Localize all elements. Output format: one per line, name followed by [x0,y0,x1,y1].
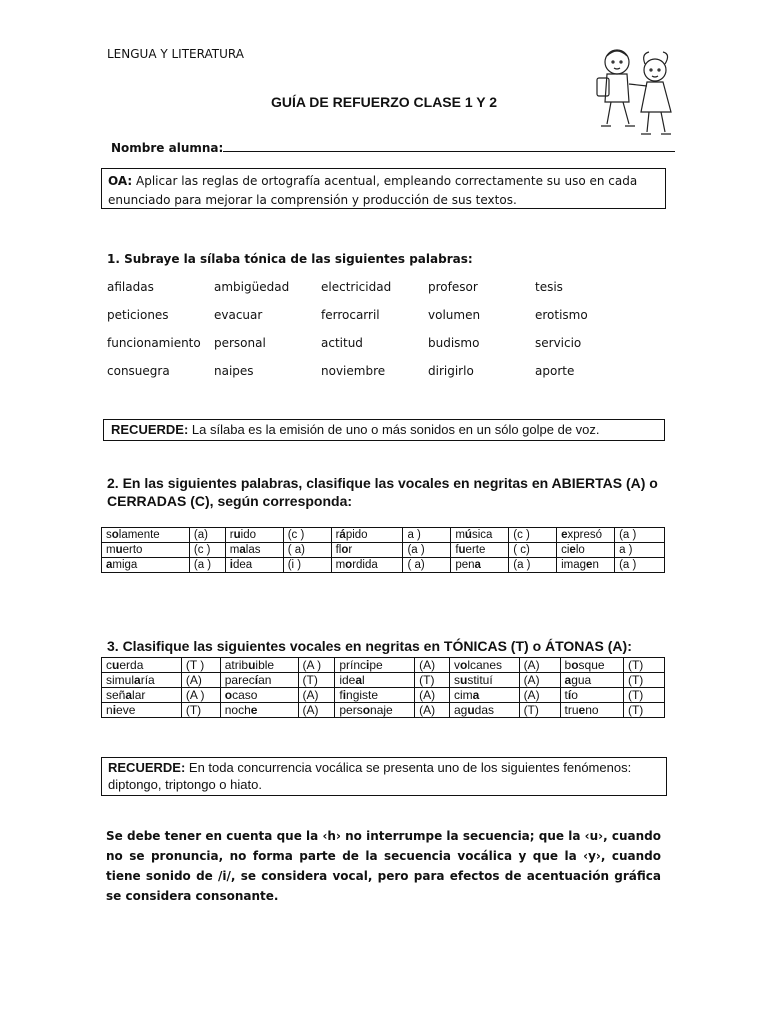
word-item[interactable]: erotismo [535,308,588,322]
highlighted-vowel: a [355,673,363,687]
learning-objective-box [101,168,666,209]
highlighted-vowel: a [474,559,481,571]
word-cell: fingiste [335,688,415,703]
word-cell: ruido [225,528,283,543]
word-cell: señalar [102,688,182,703]
word-item[interactable]: budismo [428,336,480,350]
word-cell: malas [225,543,283,558]
reminder-label: RECUERDE: [111,422,189,437]
highlighted-vowel: e [561,529,568,541]
highlighted-vowel: i [112,703,117,717]
word-cell: cuerda [102,658,182,673]
word-cell: ocaso [220,688,298,703]
word-row [107,336,627,364]
word-cell: sustituí [449,673,519,688]
table-row [102,528,665,543]
answer-cell[interactable]: ( a) [403,558,451,573]
word-item[interactable]: servicio [535,336,582,350]
word-item[interactable]: actitud [321,336,363,350]
highlighted-vowel: e [569,544,576,556]
answer-cell[interactable]: a ) [403,528,451,543]
word-cell: atribuible [220,658,298,673]
highlighted-vowel: u [233,529,241,541]
answer-cell[interactable]: (a ) [615,528,665,543]
answer-cell[interactable]: (a ) [509,558,557,573]
highlighted-vowel: a [239,544,246,556]
answer-cell[interactable]: (T) [181,703,220,718]
answer-cell[interactable]: (a) [189,528,225,543]
word-item[interactable]: personal [214,336,266,350]
highlighted-vowel: á [339,529,346,541]
answer-cell[interactable]: (T) [298,673,335,688]
word-item[interactable]: consuegra [107,364,170,378]
answer-cell[interactable]: (T) [623,658,664,673]
answer-cell[interactable]: (A) [519,673,560,688]
word-item[interactable]: funcionamiento [107,336,201,350]
answer-cell[interactable]: ( c) [509,543,557,558]
word-item[interactable]: ferrocarril [321,308,380,322]
word-item[interactable]: aporte [535,364,575,378]
word-row [107,364,627,392]
word-cell: parecían [220,673,298,688]
word-item[interactable]: dirigirlo [428,364,474,378]
answer-cell[interactable]: (A) [181,673,220,688]
word-item[interactable]: electricidad [321,280,392,294]
answer-cell[interactable]: (a ) [403,543,451,558]
highlighted-vowel: u [459,673,468,687]
reminder-text: La sílaba es la emisión de uno o más sonidos en un sólo golpe de voz. [188,422,600,437]
answer-cell[interactable]: (a ) [189,558,225,573]
word-cell: bosque [560,658,623,673]
page-title: GUÍA DE REFUERZO CLASE 1 Y 2 [270,94,498,110]
word-cell: noche [220,703,298,718]
subject-label: LENGUA Y LITERATURA [107,47,244,61]
objective-text: Aplicar las reglas de ortografía acentual, empleando correctamente su uso en cada enunciado para mejorar la comprensión y producción de sus textos. [108,174,638,207]
highlighted-vowel: u [112,658,120,672]
answer-cell[interactable]: (A) [415,688,450,703]
answer-cell[interactable]: (A ) [181,688,220,703]
highlighted-vowel: a [564,673,572,687]
word-cell: imagen [557,558,615,573]
question-2-prompt: 2. En las siguientes palabras, clasifique las vocales en negritas en ABIERTAS (A) o CERRADAS (C), según corresponda: [107,475,658,509]
highlighted-vowel: a [106,559,113,571]
word-cell: personaje [335,703,415,718]
highlighted-vowel: u [458,544,466,556]
word-item[interactable]: afiladas [107,280,154,294]
answer-cell[interactable]: (c ) [283,528,331,543]
word-row [107,280,627,308]
question-3-prompt: 3. Clasifique las siguientes vocales en negritas en TÓNICAS (T) o ÁTONAS (A): [107,638,632,654]
table-row [102,543,665,558]
objective-label: OA: [108,174,133,188]
answer-cell[interactable]: (A ) [298,658,335,673]
highlighted-vowel: a [472,688,480,702]
answer-cell[interactable]: ( a) [283,543,331,558]
word-cell: música [451,528,509,543]
reminder-box-vowel-concurrence [101,757,667,796]
explanatory-note: Se debe tener en cuenta que la ‹h› no interrumpe la secuencia; que la ‹u›, cuando no se pronuncia, no forma parte de la secuencia vocálica y que la ‹y›, cuando tiene sonido de /i/, se considera vocal, pero para efectos de acentuación gráfica se considera consonante. [106,829,661,903]
highlighted-vowel: e [578,703,586,717]
answer-cell[interactable]: (A) [415,703,450,718]
table-row [102,688,665,703]
word-item[interactable]: tesis [535,280,563,294]
word-cell: muerto [102,543,190,558]
answer-cell[interactable]: (i ) [283,558,331,573]
answer-cell[interactable]: a ) [615,543,665,558]
table-row [102,673,665,688]
highlighted-vowel: i [366,658,370,672]
highlighted-vowel: í [254,673,259,687]
reminder-text: En toda concurrencia vocálica se presenta uno de los siguientes fenómenos: diptongo, triptongo o hiato. [108,760,632,792]
answer-cell[interactable]: (T) [623,673,664,688]
highlighted-vowel: o [345,559,353,571]
word-cell: expresó [557,528,615,543]
word-cell: idea [225,558,283,573]
highlighted-vowel: u [115,544,123,556]
answer-cell[interactable]: (T) [415,673,450,688]
word-row [107,308,627,336]
student-name-field[interactable] [111,140,675,155]
student-name-line[interactable] [223,140,675,152]
highlighted-vowel: i [229,559,233,571]
word-cell: agudas [449,703,519,718]
highlighted-vowel: o [224,688,233,702]
word-cell: volcanes [449,658,519,673]
answer-cell[interactable]: (c ) [509,528,557,543]
highlighted-vowel: o [341,544,349,556]
word-cell: rápido [331,528,403,543]
table-row [102,658,665,673]
word-item[interactable]: noviembre [321,364,386,378]
word-cell: cima [449,688,519,703]
answer-cell[interactable]: (T) [519,703,560,718]
question-1-prompt: 1. Subraye la sílaba tónica de las siguientes palabras: [107,252,473,266]
highlighted-vowel: ú [464,529,472,541]
table-row [102,558,665,573]
answer-cell[interactable]: (c ) [189,543,225,558]
question-1-word-list [107,280,627,392]
answer-cell[interactable]: (a ) [615,558,665,573]
word-cell: solamente [102,528,190,543]
answer-cell[interactable]: (A) [519,688,560,703]
highlighted-vowel: o [111,529,119,541]
vowel-stressed-unstressed-table [101,657,665,718]
word-cell: simularía [102,673,182,688]
answer-cell[interactable]: (T) [623,703,664,718]
word-cell: amiga [102,558,190,573]
word-cell: tío [560,688,623,703]
answer-cell[interactable]: (T ) [181,658,220,673]
word-item[interactable]: evacuar [214,308,263,322]
highlighted-vowel: e [586,559,593,571]
answer-cell[interactable]: (A) [298,688,335,703]
word-cell: mordida [331,558,403,573]
word-cell: ideal [335,673,415,688]
children-walking-illustration [585,40,685,140]
reminder-box-syllable [103,419,665,441]
highlighted-vowel: a [125,688,133,702]
word-item[interactable]: profesor [428,280,478,294]
word-cell: nieve [102,703,182,718]
highlighted-vowel: u [248,658,256,672]
answer-cell[interactable]: (A) [298,703,335,718]
word-cell: príncipe [335,658,415,673]
highlighted-vowel: e [250,703,258,717]
answer-cell[interactable]: (T) [623,688,664,703]
student-name-label: Nombre alumna: [111,141,224,155]
highlighted-vowel: í [567,688,572,702]
word-cell: cielo [557,543,615,558]
word-item[interactable]: peticiones [107,308,169,322]
highlighted-vowel: o [362,703,371,717]
highlighted-vowel: u [467,703,475,717]
highlighted-vowel: o [459,658,468,672]
table-row [102,703,665,718]
word-item[interactable]: volumen [428,308,481,322]
answer-cell[interactable]: (A) [519,658,560,673]
highlighted-vowel: o [571,658,579,672]
word-cell: agua [560,673,623,688]
answer-cell[interactable]: (A) [415,658,450,673]
word-cell: pena [451,558,509,573]
reminder-label: RECUERDE: [108,760,186,775]
word-cell: fuerte [451,543,509,558]
word-item[interactable]: naipes [214,364,254,378]
highlighted-vowel: a [134,673,141,687]
vowel-open-closed-table [101,527,665,573]
word-cell: trueno [560,703,623,718]
highlighted-vowel: i [342,688,347,702]
word-item[interactable]: ambigüedad [214,280,290,294]
word-cell: flor [331,543,403,558]
